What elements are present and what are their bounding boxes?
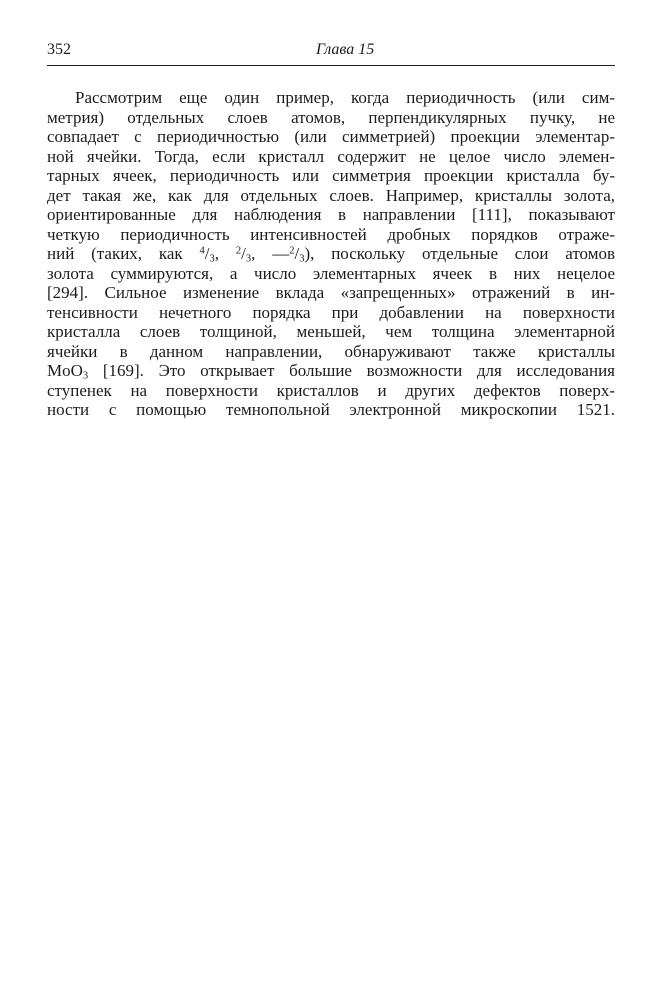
page-number: 352 [47, 41, 71, 58]
text-line: золота суммируются, а число элементарных ячеек в них нецелое [47, 263, 615, 283]
text-segment: , — [251, 244, 290, 263]
fraction-numerator: 2 [289, 245, 295, 257]
fraction-numerator: 2 [235, 245, 242, 257]
text-line: кристалла слоев толщиной, меньшей, чем толщина элементарной [47, 322, 615, 341]
text-line: метрия) отдельных слоев атомов, перпендикулярных пучку, не [47, 107, 615, 127]
text-line-with-fractions [47, 244, 615, 264]
text-line: ступенек на поверхности кристаллов и других дефектов поверх- [47, 380, 615, 400]
text-line: тенсивности нечетного порядка при добавлении на поверхности [47, 302, 615, 322]
fraction-slash: / [294, 244, 300, 263]
text-segment: ), поскольку отдельные слои атомов [304, 244, 616, 263]
chemical-subscript: 3 [82, 370, 89, 382]
body-paragraph [47, 88, 615, 420]
text-line: тарных ячеек, периодичность или симметрия проекции кристалла бу- [47, 166, 615, 185]
text-line: ной ячейки. Тогда, если кристалл содержит не целое число элемен- [47, 146, 615, 166]
text-line: [294]. Сильное изменение вклада «запрещенных» отражений в ин- [47, 283, 615, 302]
text-line: дет такая же, как для отдельных слоев. Например, кристаллы золота, [47, 185, 615, 205]
chemical-formula: MoO [47, 361, 83, 380]
text-line: ности с помощью темнопольной электронной микроскопии 1521. [47, 400, 615, 419]
running-head: Глава 15 [316, 41, 375, 58]
text-segment: , [214, 244, 236, 263]
fraction-slash: / [241, 244, 246, 263]
text-line: Рассмотрим еще один пример, когда периодичность (или сим- [75, 88, 615, 107]
text-segment: ний (таких, как [47, 244, 200, 263]
fraction-numerator: 4 [199, 245, 205, 257]
text-line: совпадает с периодичностью (или симметрией) проекции элементар- [47, 127, 615, 146]
fraction-slash: / [204, 244, 210, 263]
text-line: ориентированные для наблюдения в направлении [111], показывают [47, 205, 615, 224]
fraction-denominator: 3 [209, 253, 215, 265]
header-rule [47, 65, 615, 66]
text-line-with-formula [47, 361, 615, 381]
text-line: ячейки в данном направлении, обнаруживают также кристаллы [47, 341, 615, 361]
text-line: четкую периодичность интенсивностей дробных порядков отраже- [47, 224, 615, 244]
fraction-denominator: 3 [245, 253, 252, 265]
fraction-denominator: 3 [299, 253, 305, 265]
page-header [0, 0, 666, 70]
text-segment: [169]. Это открывает большие возможности для исследования [88, 361, 615, 380]
